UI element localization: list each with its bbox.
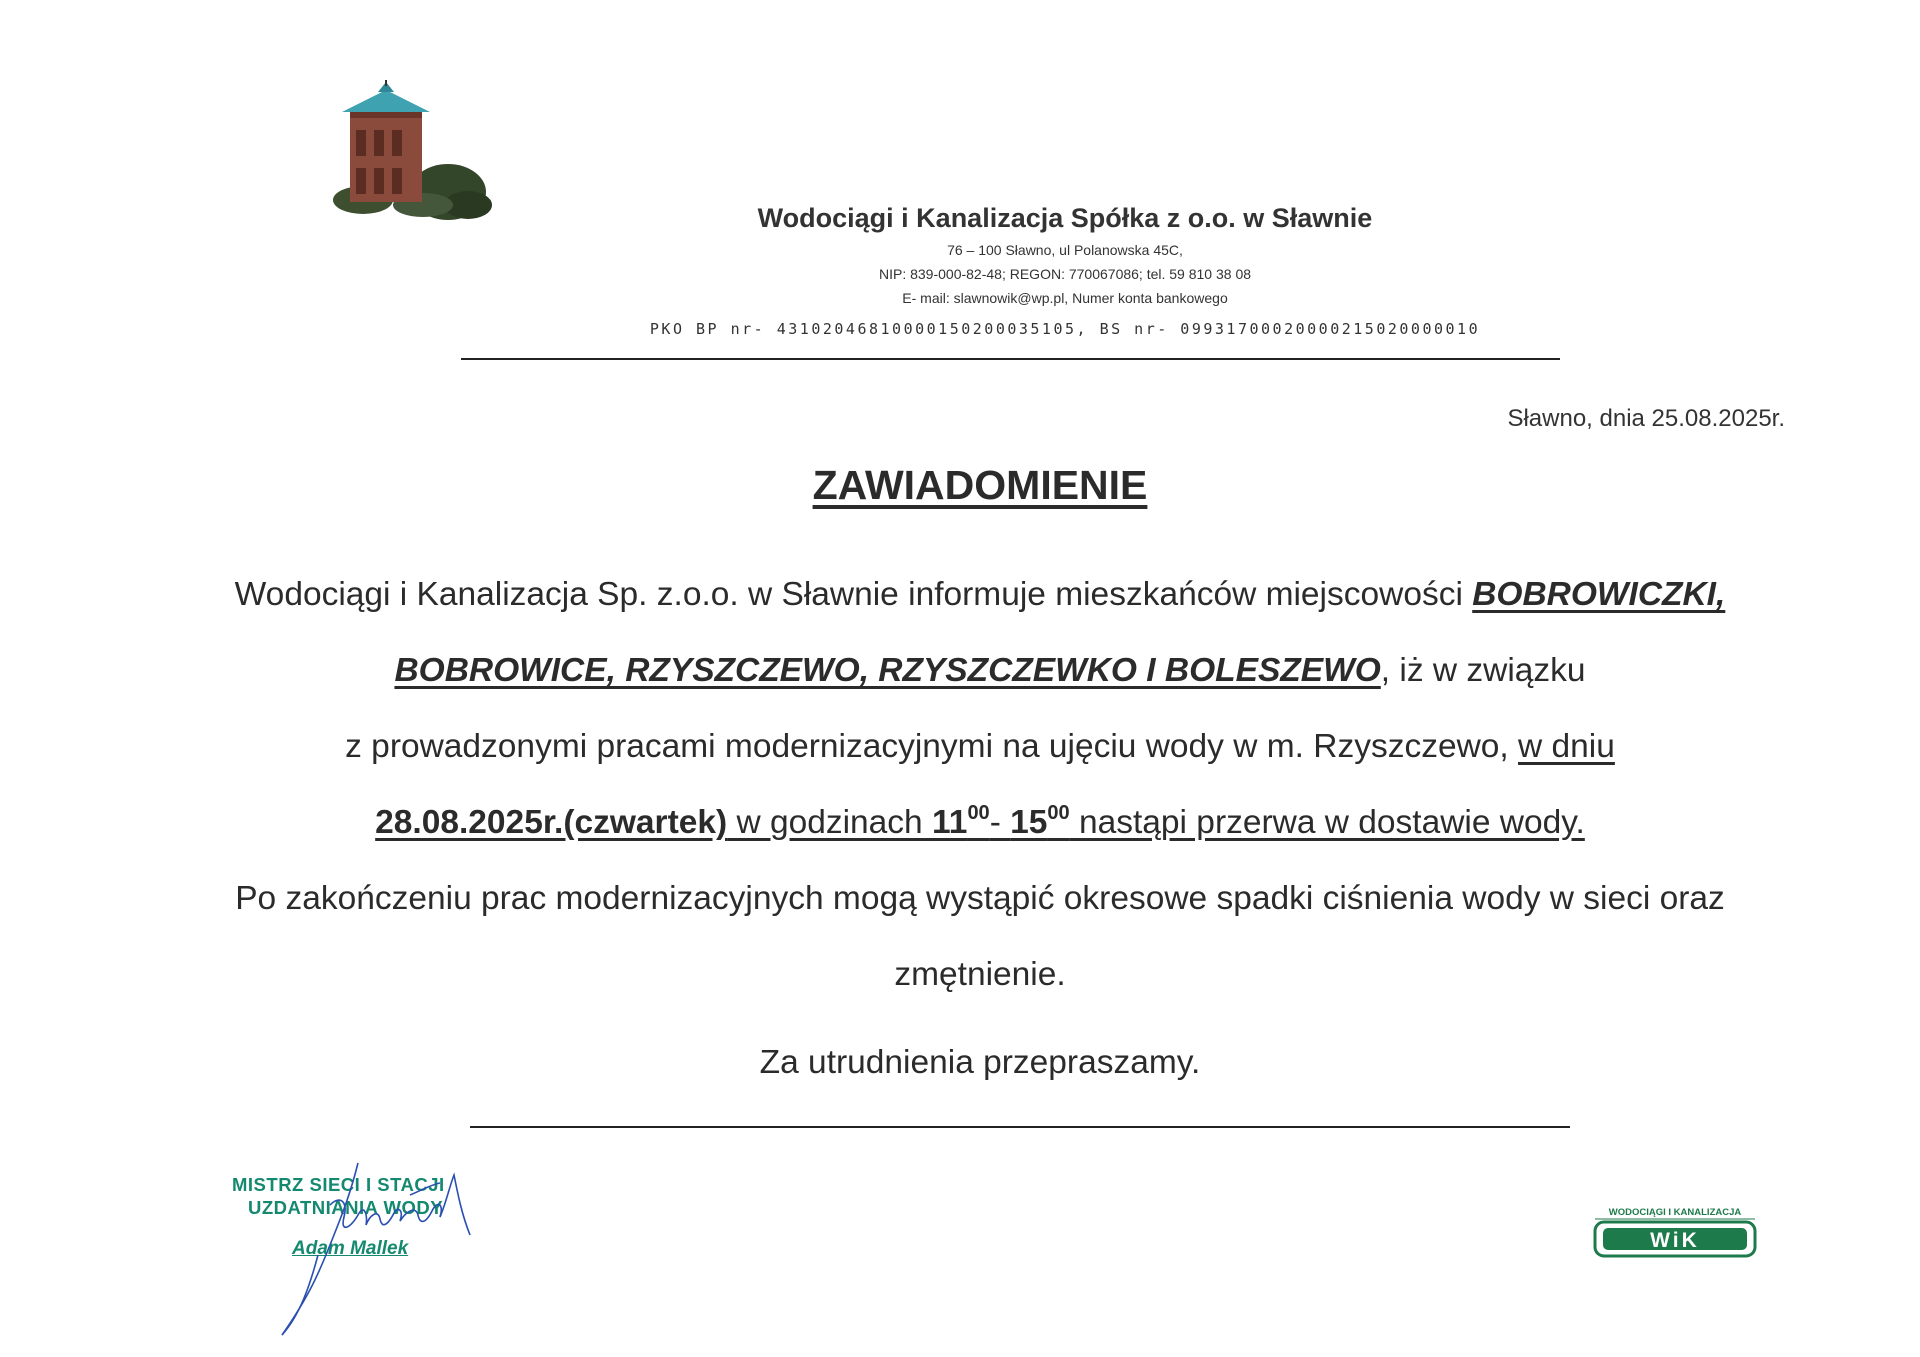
body-line-6 [0, 952, 1920, 998]
wik-logo-mark: WiK [1650, 1229, 1700, 1252]
body-text: w godzinach [727, 804, 933, 841]
outage-date: 28.08.2025r.(czwartek) [375, 804, 728, 841]
hour-end: $15^{00}$ [1010, 802, 1070, 841]
village-names: BOBROWICE, RZYSZCZEWO, RZYSZCZEWKO I BOLESZEWO [394, 652, 1381, 689]
stamp-line-1: MISTRZ SIECI I STACJI [232, 1174, 445, 1195]
body-line-4 [0, 800, 1920, 846]
body-text: - [989, 804, 1011, 841]
body-line-3 [0, 724, 1920, 770]
company-name: Wodociągi i Kanalizacja Spółka z o.o. w Sławnie [757, 203, 1373, 233]
hour-start: $11^{00}$ [932, 802, 990, 841]
header-divider [461, 358, 1560, 360]
body-text: z prowadzonymi pracami modernizacyjnymi na ujęciu wody w m. Rzyszczewo, [345, 728, 1519, 765]
body-text: Po zakończeniu prac modernizacyjnych mogą wystąpić okresowe spadki ciśnienia wody w sieci oraz [235, 880, 1725, 917]
page-title: ZAWIADOMIENIE [812, 462, 1148, 508]
closing-text: Za utrudnienia przepraszamy. [759, 1044, 1201, 1081]
stamp-name: Adam Mallek [292, 1238, 409, 1259]
outage-sentence [375, 804, 1585, 841]
company-address: 76 – 100 Sławno, ul Polanowska 45C, [947, 242, 1183, 258]
footer-divider [470, 1126, 1570, 1128]
company-ids: NIP: 839-000-82-48; REGON: 770067086; tel. 59 810 38 08 [878, 266, 1252, 282]
wik-logo [1591, 1204, 1759, 1260]
date-line: Sławno, dnia 25.08.2025r. [1507, 405, 1785, 432]
company-email: E- mail: slawnowik@wp.pl, Numer konta bankowego [902, 290, 1228, 306]
handwritten-signature [270, 1155, 520, 1345]
wik-logo-caption: WODOCIĄGI I KANALIZACJA [1608, 1207, 1742, 1218]
village-names: BOBROWICZKI, [1472, 576, 1726, 613]
stamp-line-2: UZDATNIANIA WODY [248, 1197, 444, 1218]
water-tower-logo [328, 80, 493, 220]
closing-line [0, 1040, 1920, 1086]
body-line-2 [0, 648, 1920, 694]
body-line-5 [0, 876, 1920, 922]
body-text: zmętnienie. [894, 956, 1066, 993]
body-text: nastąpi przerwa w dostawie wody. [1069, 804, 1585, 841]
date-intro: w dniu [1518, 728, 1615, 765]
body-text: Wodociągi i Kanalizacja Sp. z.o.o. w Sławnie informuje mieszkańców miejscowości [234, 576, 1473, 613]
body-line-1 [0, 572, 1920, 618]
bank-accounts: PKO BP nr- 43102046810000150200035105, BS nr- 09931700020000215020000010 [649, 320, 1481, 338]
body-text: , iż w związku [1380, 652, 1586, 689]
